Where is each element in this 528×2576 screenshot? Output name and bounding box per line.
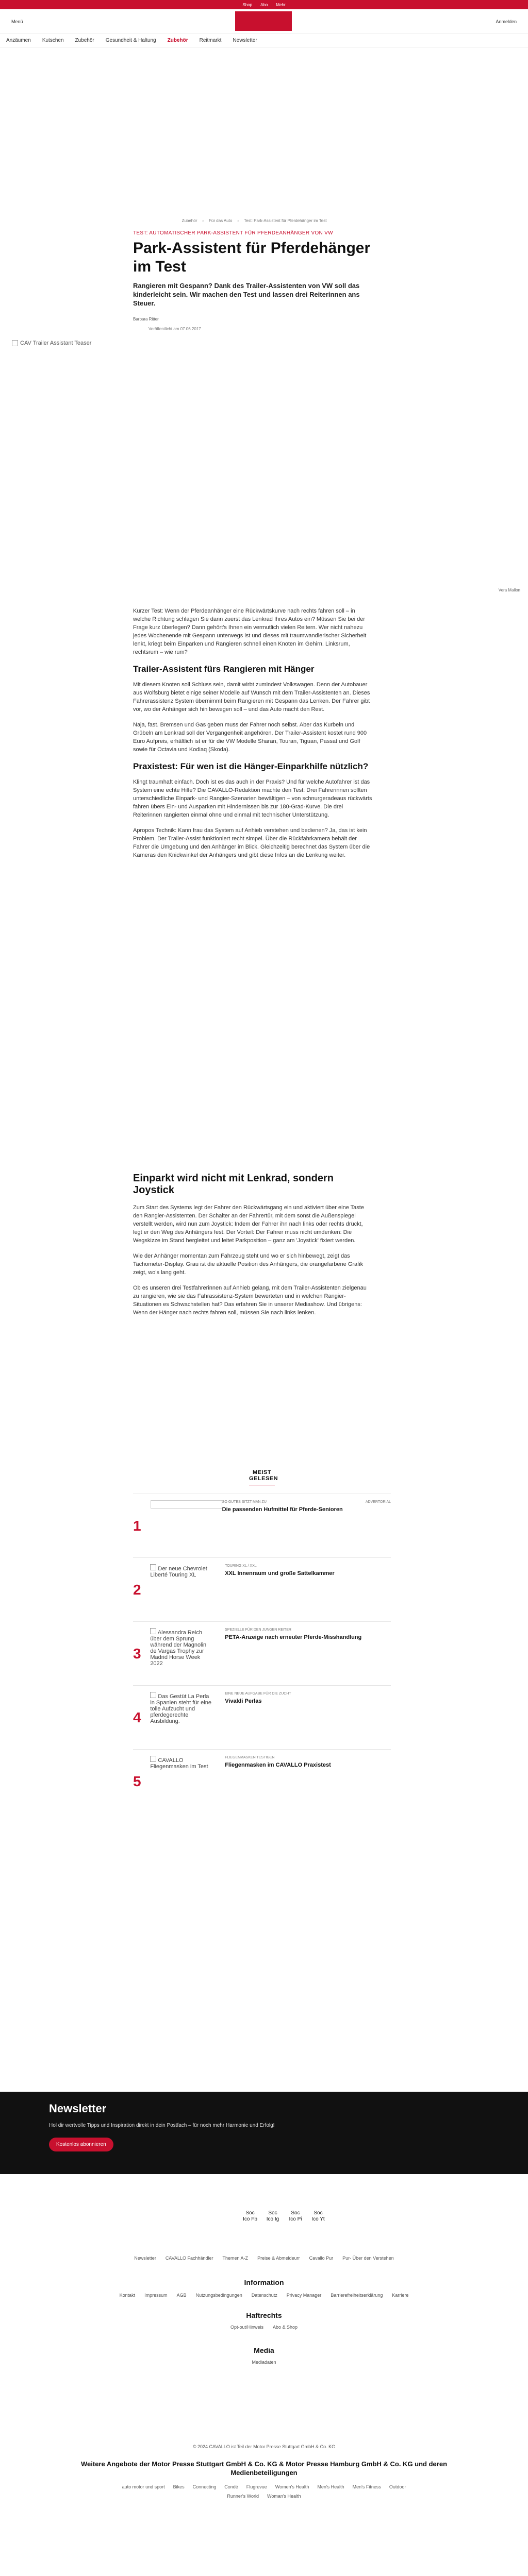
thumbnail[interactable]	[150, 1692, 213, 1733]
item-category: EINE NEUE AUFGABE FÜR DIE ZUCHT	[225, 1692, 291, 1696]
footer-row-1	[0, 2256, 528, 2261]
item-title[interactable]: XXL Innenraum und große Sattelkammer	[225, 1570, 335, 1577]
brand-link[interactable]: Flugrevue	[246, 2484, 267, 2489]
breadcrumb-item[interactable]: Für das Auto	[209, 218, 233, 223]
hero-image	[12, 340, 525, 592]
paragraph: Mit diesem Knoten soll Schluss sein, damit wirbt zumindest Volkswagen. Denn der Autobauer aus Wolfsburg bietet einige seiner Modelle auf Wunsch mit dem Trailer-Assistenten an. Dieses Fahrerassistenz System übernimmt beim Rangieren mit Gespann das Lenken. Der Fahrer gibt vor, wo der Anhänger sich hin bewegen soll – und das Auto macht den Rest.	[133, 682, 370, 713]
site-logo[interactable]	[235, 11, 292, 31]
footer-brands	[0, 2484, 528, 2503]
section-heading: Praxistest: Für wen ist die Hänger-Einparkhilfe nützlich?	[133, 761, 369, 771]
copyright: © 2024 CAVALLO ist Teil der Motor Presse Stuttgart GmbH & Co. KG	[192, 2444, 336, 2449]
thumbnail[interactable]	[151, 1500, 222, 1509]
rank-number: 2	[133, 1582, 141, 1598]
list-item[interactable]	[133, 1494, 391, 1557]
topbar	[0, 0, 528, 9]
thumbnail[interactable]	[150, 1628, 213, 1669]
brand-link[interactable]: Runner's World	[227, 2494, 259, 2499]
list-item-text	[225, 1756, 391, 1769]
paragraph: Klingt traumhaft einfach. Doch ist es das auch in der Praxis? Und für welche Autofahrer ist das System eine echte Hilfe? Die CAVALLO-Redaktion machte den Test: Drei Fahrerinnen sollten unterschiedliche Einpark- und Rangier-Szenarien bewältigen – von schnurgeradeaus rückwärts fahren übers Ein- und Ausparken mit Hindernissen bis zur 180-Grad-Kurve. Die drei Reiterinnen rangierten einmal ohne und einmal mit technischer Unterstützung.	[133, 779, 372, 818]
brand-link[interactable]: Men's Fitness	[352, 2484, 381, 2489]
paragraph: Naja, fast. Bremsen und Gas geben muss der Fahrer noch selbst. Aber das Kurbeln und Grübeln am Lenkrad soll der Vergangenheit angehören. Der Trailer-Assistent kostet rund 900 Euro Aufpreis, erhältlich ist er für die VW Modelle Sharan, Touran, Tiguan, Passat und Golf sowie für Octavia und Kodiaq (Skoda).	[133, 722, 367, 753]
section-heading: Einparkt wird nicht mit Lenkrad, sondern Joystick	[133, 1173, 334, 1196]
list-item[interactable]	[133, 1685, 391, 1749]
paragraph: Zum Start des Systems legt der Fahrer den Rückwärtsgang ein und aktiviert über eine Taste den Rangier-Assistenten. Der Schalter an der Fahrertür, mit dem sonst die Außenspiegel verstellt werden, wird nun zum Joystick: Indem der Fahrer ihn nach links oder rechts drückt, legt er den Weg des Anhängers fest. Der Vorteil: Der Fahrer muss nicht umdenken: Die Wegskizze im Stand hergleitet und leitet Parkposition – ganz am 'Joystick' fixiert werden.	[133, 1205, 364, 1244]
page-title: Park-Assistent für Pferdehänger im Test	[133, 240, 371, 275]
rank-number: 3	[133, 1646, 141, 1662]
nav-item-zubehoer[interactable]: Zubehör	[167, 38, 188, 43]
nav-item-kutschen[interactable]: Kutschen	[42, 38, 64, 43]
footer-offers-heading: Weitere Angebote der Motor Presse Stuttgart GmbH & Co. KG & Motor Presse Hamburg GmbH & Co. KG und deren Medienbeteiligungen	[80, 2460, 448, 2477]
most-read-heading: MEIST GELESEN	[249, 1469, 275, 1485]
article-author[interactable]: Barbara Ritter	[133, 317, 159, 321]
list-item[interactable]	[133, 1621, 391, 1685]
footer-link[interactable]: AGB	[176, 2293, 187, 2298]
list-item-text	[225, 1692, 391, 1705]
breadcrumb	[128, 218, 381, 223]
nav-item-newsletter[interactable]: Newsletter	[233, 38, 257, 43]
topbar-link-shop[interactable]: Shop	[242, 2, 253, 7]
item-title[interactable]: PETA-Anzeige nach erneuter Pferde-Misshandlung	[225, 1634, 362, 1640]
nav-item-reitmarkt[interactable]: Reitmarkt	[199, 38, 222, 43]
broken-image-icon	[12, 340, 18, 346]
broken-image-icon	[150, 1756, 156, 1762]
list-item-text	[222, 1500, 391, 1513]
thumbnail[interactable]	[150, 1756, 213, 1797]
thumbnail-alt: Der neue Chevrolet Liberté Touring XL	[150, 1566, 207, 1578]
hero-caption: Vera Mallon	[498, 588, 520, 592]
social-links	[242, 2210, 326, 2223]
item-category: SPEZIELLE FÜR DEN JUNGEN REITER	[225, 1628, 291, 1632]
broken-image-icon	[150, 1628, 156, 1634]
footer-link[interactable]: Mediadaten	[252, 2360, 276, 2365]
facebook-icon[interactable]: Soc Ico Fb	[243, 2210, 257, 2222]
footer-heading-media: Media	[254, 2346, 274, 2354]
footer-link[interactable]: Nutzungsbedingungen	[195, 2293, 242, 2298]
thumbnail-alt: Das Gestüt La Perla in Spanien steht für eine tolle Aufzucht und pferdegerechte Ausbildung.	[150, 1693, 211, 1724]
footer-row-information	[0, 2293, 528, 2298]
breadcrumb-current: Test: Park-Assistent für Pferdehänger im Test	[244, 218, 327, 223]
article-body	[133, 607, 372, 867]
newsletter-section	[0, 2092, 528, 2174]
item-category: TOURING XL / XXL	[225, 1564, 257, 1568]
breadcrumb-item[interactable]: Zubehör	[182, 218, 197, 223]
item-title[interactable]: Die passenden Hufmittel für Pferde-Senioren	[222, 1506, 343, 1513]
list-item-text	[225, 1628, 391, 1641]
thumbnail-alt: CAVALLO Fliegenmasken im Test	[150, 1757, 208, 1770]
brand-link[interactable]: Women's Health	[275, 2484, 309, 2489]
nav-item-training[interactable]: Zubehör	[75, 38, 94, 43]
footer-link[interactable]: Abo & Shop	[272, 2325, 298, 2330]
brand-link[interactable]: Outdoor	[389, 2484, 406, 2489]
broken-image-icon	[150, 1564, 156, 1570]
broken-image-icon	[150, 1692, 156, 1698]
thumbnail[interactable]	[150, 1564, 213, 1605]
footer-link[interactable]: Newsletter	[134, 2256, 156, 2261]
instagram-icon[interactable]: Soc Ico Ig	[266, 2210, 279, 2222]
article-header	[133, 230, 372, 331]
main-nav	[0, 34, 528, 47]
breadcrumb-separator: ›	[237, 218, 239, 223]
newsletter-subscribe-button[interactable]: Kostenlos abonnieren	[49, 2138, 113, 2151]
footer-link[interactable]: Karriere	[392, 2293, 409, 2298]
footer-link[interactable]: Cavallo Pur	[309, 2256, 334, 2261]
youtube-icon[interactable]: Soc Ico Yt	[311, 2210, 325, 2222]
footer-link[interactable]: Impressum	[144, 2293, 168, 2298]
footer-link[interactable]: Themen A-Z	[222, 2256, 249, 2261]
article-section-2	[133, 1173, 372, 1324]
brand-link[interactable]: Bikes	[173, 2484, 185, 2489]
menu-button[interactable]: Menü	[11, 19, 23, 24]
list-item-text	[225, 1564, 391, 1577]
footer-link[interactable]: Pur- Über den Verstehen	[342, 2256, 394, 2261]
footer-row-haftung	[0, 2325, 528, 2330]
nav-item-gesundheit[interactable]: Gesundheit & Haltung	[105, 38, 156, 43]
footer-link[interactable]: CAVALLO Fachhändler	[165, 2256, 213, 2261]
footer-link[interactable]: Datenschutz	[251, 2293, 277, 2298]
pinterest-icon[interactable]: Soc Ico Pi	[289, 2210, 302, 2222]
hero-image-alt	[12, 340, 525, 346]
paragraph: Kurzer Test: Wenn der Pferdeanhänger eine Rückwärtskurve nach rechts fahren soll – in welche Richtung schlagen Sie dann zuerst das Lenkrad Ihres Autos ein? Müssen Sie bei der Frage kurz überlegen? Dann gehört's Ihnen ein vermutlich vielen Reitern. Wer nicht nahezu jedes Wochenende mit Gespann unterwegs ist und dieses mit traumwandlerischer Sicherheit lenkt, kriegt beim Einparken und Rangieren schnell einen Knoten im Gehirn. Linksrum, rechtsrum – wie rum?	[133, 608, 367, 655]
topbar-link-mehr[interactable]: Mehr	[276, 2, 286, 7]
rank-number: 4	[133, 1709, 141, 1725]
newsletter-title: Newsletter	[49, 2102, 107, 2115]
hero-alt-text: CAV Trailer Assistant Teaser	[20, 340, 92, 346]
item-category: SO GUTES SITZT MAN ZU	[222, 1500, 267, 1504]
article-lead: Rangieren mit Gespann? Dank des Trailer-Assistenten von VW soll das kinderleicht sein. Wir machen den Test und lassen drei Reiterinnen ans Steuer.	[133, 282, 360, 307]
footer-heading-haftung: Haftrechts	[246, 2311, 282, 2319]
footer-link[interactable]: Opt-out/Hinweis	[230, 2325, 263, 2330]
list-item[interactable]	[133, 1749, 391, 1813]
footer-heading-information: Information	[244, 2278, 284, 2286]
footer-link[interactable]: Privacy Manager	[286, 2293, 322, 2298]
section-heading: Trailer-Assistent fürs Rangieren mit Hänger	[133, 664, 315, 674]
breadcrumb-separator: ›	[202, 218, 204, 223]
footer-link[interactable]: Preise & Abmeldeurr	[257, 2256, 300, 2261]
brand-link[interactable]: Connecting	[192, 2484, 217, 2489]
footer-row-media	[0, 2360, 528, 2365]
brand-link[interactable]: Woman's Health	[267, 2494, 301, 2499]
article-date: Veröffentlicht am 07.06.2017	[148, 327, 201, 331]
item-title[interactable]: Vivaldi Perlas	[225, 1698, 262, 1704]
brand-link[interactable]: Condé	[224, 2484, 238, 2489]
brand-link[interactable]: auto motor und sport	[122, 2484, 165, 2489]
rank-number: 1	[133, 1518, 141, 1534]
paragraph: Ob es unseren drei Testfahrerinnen auf Anhieb gelang, mit dem Trailer-Assistenten zielgenau zu rangieren, wie sie das Fahrassistenz-System bewerteten und in welchen Rangier-Situationen es Schwachstellen hat? Das erfahren Sie in unserer Mediashow. Und übrigens: Wenn der Hänger nach rechts fahren soll, müssen Sie nach links lenken.	[133, 1285, 367, 1316]
topbar-link-abo[interactable]: Abo	[260, 2, 268, 7]
item-title[interactable]: Fliegenmasken im CAVALLO Praxistest	[225, 1762, 331, 1768]
rank-number: 5	[133, 1773, 141, 1789]
paragraph: Apropos Technik: Kann frau das System auf Anhieb verstehen und bedienen? Ja, das ist kein Problem. Der Trailer-Assist funktioniert recht simpel. Über die Rückfahrkamera behält der Fahrer die Umgebung und den Anhänger im Blick. Gleichzeitig berechnet das System über die Kameras den Knickwinkel der Anhängers und gibt diese Infos an die Lenkung weiter.	[133, 827, 370, 858]
thumbnail-alt: Alessandra Reich über dem Sprung während der Magnolin de Vargas Trophy zur Madrid Horse Week 2022	[150, 1630, 207, 1667]
brand-link[interactable]: Men's Health	[317, 2484, 344, 2489]
item-tag: ADVERTORIAL	[365, 1500, 391, 1504]
list-item[interactable]	[133, 1557, 391, 1621]
footer-link[interactable]: Kontakt	[119, 2293, 136, 2298]
nav-item-anzaeumen[interactable]: Anzäumen	[6, 38, 31, 43]
footer-link[interactable]: Barrierefreiheitserklärung	[331, 2293, 383, 2298]
login-link[interactable]: Anmelden	[496, 19, 517, 24]
article-kicker: TEST: AUTOMATISCHER PARK-ASSISTENT FÜR PFERDEANHÄNGER VON VW	[133, 230, 333, 236]
paragraph: Wie der Anhänger momentan zum Fahrzeug steht und wo er sich hinbewegt, zeigt das Tachometer-Display. Grau ist die aktuelle Position des Anhängers, die orangefarbene Grafik zeigt, wo's lang geht.	[133, 1253, 364, 1276]
item-category: FLIEGENMASKEN TESTIGEN	[225, 1756, 275, 1759]
most-read	[133, 1469, 391, 1813]
newsletter-text: Hol dir wertvolle Tipps und Inspiration direkt in dein Postfach – für noch mehr Harmonie und Erfolg!	[49, 2123, 275, 2128]
